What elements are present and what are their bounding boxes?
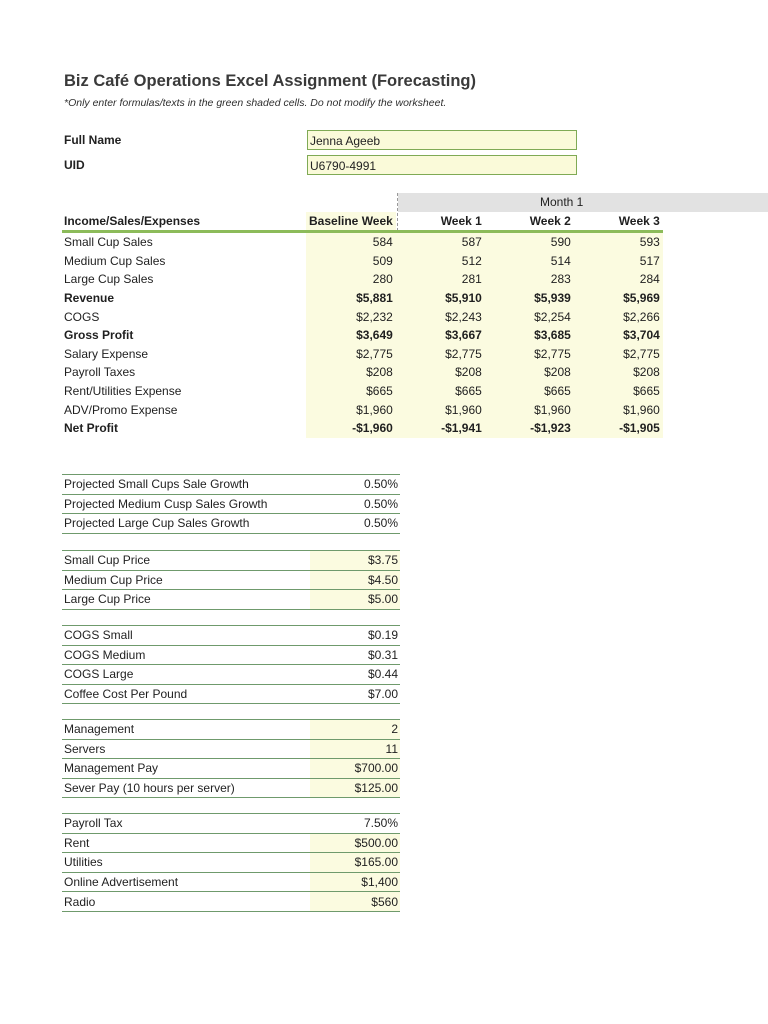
table-row [62,345,663,364]
param-value-cell[interactable]: $7.00 [310,684,400,704]
baseline-cell[interactable]: $2,775 [306,345,396,364]
param-label: Large Cup Price [62,590,310,610]
week-1-cell[interactable]: $1,960 [396,400,485,419]
list-item [62,778,400,798]
full-name-cell[interactable]: Jenna Ageeb [307,130,577,150]
param-label: COGS Medium [62,645,310,665]
list-item [62,853,400,873]
param-label: Payroll Tax [62,814,310,834]
baseline-cell[interactable]: $208 [306,363,396,382]
param-value-cell[interactable]: 7.50% [310,814,400,834]
list-item [62,494,400,514]
param-label: Management Pay [62,759,310,779]
list-item [62,759,400,779]
week-2-cell[interactable]: 590 [485,232,574,252]
param-value-cell[interactable]: $125.00 [310,778,400,798]
row-label: Salary Expense [64,346,149,361]
param-value-cell[interactable]: $560 [310,892,400,912]
cogs-table [62,625,400,704]
list-item [62,872,400,892]
baseline-cell[interactable]: 509 [306,252,396,271]
list-item [62,626,400,646]
table-row [62,232,663,252]
param-value-cell[interactable]: $500.00 [310,833,400,853]
month-label: Month 1 [540,195,584,209]
param-label: Utilities [62,853,310,873]
param-value-cell[interactable]: $5.00 [310,590,400,610]
baseline-cell[interactable]: 584 [306,232,396,252]
forecast-table [62,212,663,438]
list-item [62,665,400,685]
header-week-1: Week 1 [396,212,485,232]
param-value-cell[interactable]: $700.00 [310,759,400,779]
param-label: Projected Large Cup Sales Growth [62,514,310,534]
row-label: COGS [64,309,100,324]
staff-table [62,719,400,798]
table-row [62,382,663,401]
table-row [62,270,663,289]
param-label: Sever Pay (10 hours per server) [62,778,310,798]
row-label: Small Cup Sales [64,235,153,250]
param-label: Projected Medium Cusp Sales Growth [62,494,310,514]
baseline-cell[interactable]: $2,232 [306,307,396,326]
week-2-cell[interactable]: 283 [485,270,574,289]
param-value-cell[interactable]: 11 [310,739,400,759]
table-row [62,289,663,308]
growth-table [62,474,400,534]
param-label: Small Cup Price [62,551,310,571]
param-value-cell[interactable]: 0.50% [310,475,400,495]
list-item [62,514,400,534]
week-2-cell[interactable]: 514 [485,252,574,271]
week-3-cell[interactable]: 284 [574,270,663,289]
row-label: Large Cup Sales [64,272,154,287]
header-baseline: Baseline Week [306,212,396,232]
week-3-cell[interactable]: $2,775 [574,345,663,364]
row-label: Medium Cup Sales [64,253,166,268]
list-item [62,720,400,740]
week-3-cell[interactable]: $1,960 [574,400,663,419]
param-value-cell[interactable]: $0.19 [310,626,400,646]
week-3-cell[interactable]: $2,266 [574,307,663,326]
header-label: Income/Sales/Expenses [62,212,306,232]
param-label: Rent [62,833,310,853]
week-1-cell[interactable]: $3,667 [396,326,485,345]
table-row [62,326,663,345]
baseline-cell[interactable]: -$1,960 [306,419,396,438]
week-2-cell[interactable]: $665 [485,382,574,401]
uid-cell[interactable]: U6790-4991 [307,155,577,175]
week-1-cell[interactable]: $2,775 [396,345,485,364]
week-1-cell[interactable]: $665 [396,382,485,401]
baseline-cell[interactable]: 280 [306,270,396,289]
week-3-cell[interactable]: $3,704 [574,326,663,345]
week-3-cell[interactable]: -$1,905 [574,419,663,438]
list-item [62,684,400,704]
param-label: Online Advertisement [62,872,310,892]
param-value-cell[interactable]: 0.50% [310,514,400,534]
week-1-cell[interactable]: $2,243 [396,307,485,326]
week-2-cell[interactable]: -$1,923 [485,419,574,438]
param-label: Servers [62,739,310,759]
param-value-cell[interactable]: $0.44 [310,665,400,685]
param-label: Management [62,720,310,740]
week-2-cell[interactable]: $2,775 [485,345,574,364]
param-label: COGS Small [62,626,310,646]
week-2-cell[interactable]: $2,254 [485,307,574,326]
param-label: Medium Cup Price [62,570,310,590]
param-label: Projected Small Cups Sale Growth [62,475,310,495]
table-row [62,252,663,271]
week-3-cell[interactable]: 593 [574,232,663,252]
costs-table [62,813,400,912]
baseline-cell[interactable]: $1,960 [306,400,396,419]
week-1-cell[interactable]: $208 [396,363,485,382]
week-2-cell[interactable]: $3,685 [485,326,574,345]
table-row [62,307,663,326]
list-item [62,892,400,912]
list-item [62,475,400,495]
week-2-cell[interactable]: $5,939 [485,289,574,308]
table-row [62,400,663,419]
week-1-cell[interactable]: -$1,941 [396,419,485,438]
week-3-cell[interactable]: $665 [574,382,663,401]
week-3-cell[interactable]: $208 [574,363,663,382]
week-3-cell[interactable]: 517 [574,252,663,271]
list-item [62,814,400,834]
param-value-cell[interactable]: 2 [310,720,400,740]
row-label: Payroll Taxes [64,365,136,380]
param-value-cell[interactable]: $4.50 [310,570,400,590]
forecast-header-row [62,212,663,232]
uid-label: UID [64,158,85,172]
row-label: Gross Profit [64,328,134,343]
baseline-cell[interactable]: $5,881 [306,289,396,308]
row-label: Net Profit [64,421,118,436]
prices-table [62,550,400,610]
week-2-cell[interactable]: $208 [485,363,574,382]
week-1-cell[interactable]: 587 [396,232,485,252]
header-week-3: Week 3 [574,212,663,232]
param-value-cell[interactable]: $165.00 [310,853,400,873]
page-title: Biz Café Operations Excel Assignment (Forecasting) [64,72,476,90]
list-item [62,645,400,665]
param-value-cell[interactable]: $1,400 [310,872,400,892]
week-3-cell[interactable]: $5,969 [574,289,663,308]
header-week-2: Week 2 [485,212,574,232]
instructions-note: *Only enter formulas/texts in the green shaded cells. Do not modify the worksheet. [64,97,447,109]
baseline-cell[interactable]: $665 [306,382,396,401]
week-2-cell[interactable]: $1,960 [485,400,574,419]
list-item [62,739,400,759]
param-label: COGS Large [62,665,310,685]
param-label: Radio [62,892,310,912]
param-value-cell[interactable]: 0.50% [310,494,400,514]
week-1-cell[interactable]: 281 [396,270,485,289]
table-row [62,363,663,382]
param-value-cell[interactable]: $0.31 [310,645,400,665]
list-item [62,570,400,590]
row-label: Rent/Utilities Expense [64,384,182,399]
full-name-label: Full Name [64,133,122,147]
param-value-cell[interactable]: $3.75 [310,551,400,571]
baseline-cell[interactable]: $3,649 [306,326,396,345]
week-1-cell[interactable]: 512 [396,252,485,271]
list-item [62,551,400,571]
row-label: ADV/Promo Expense [64,402,178,417]
week-1-cell[interactable]: $5,910 [396,289,485,308]
list-item [62,590,400,610]
list-item [62,833,400,853]
table-row [62,419,663,438]
param-label: Coffee Cost Per Pound [62,684,310,704]
row-label: Revenue [64,291,115,306]
